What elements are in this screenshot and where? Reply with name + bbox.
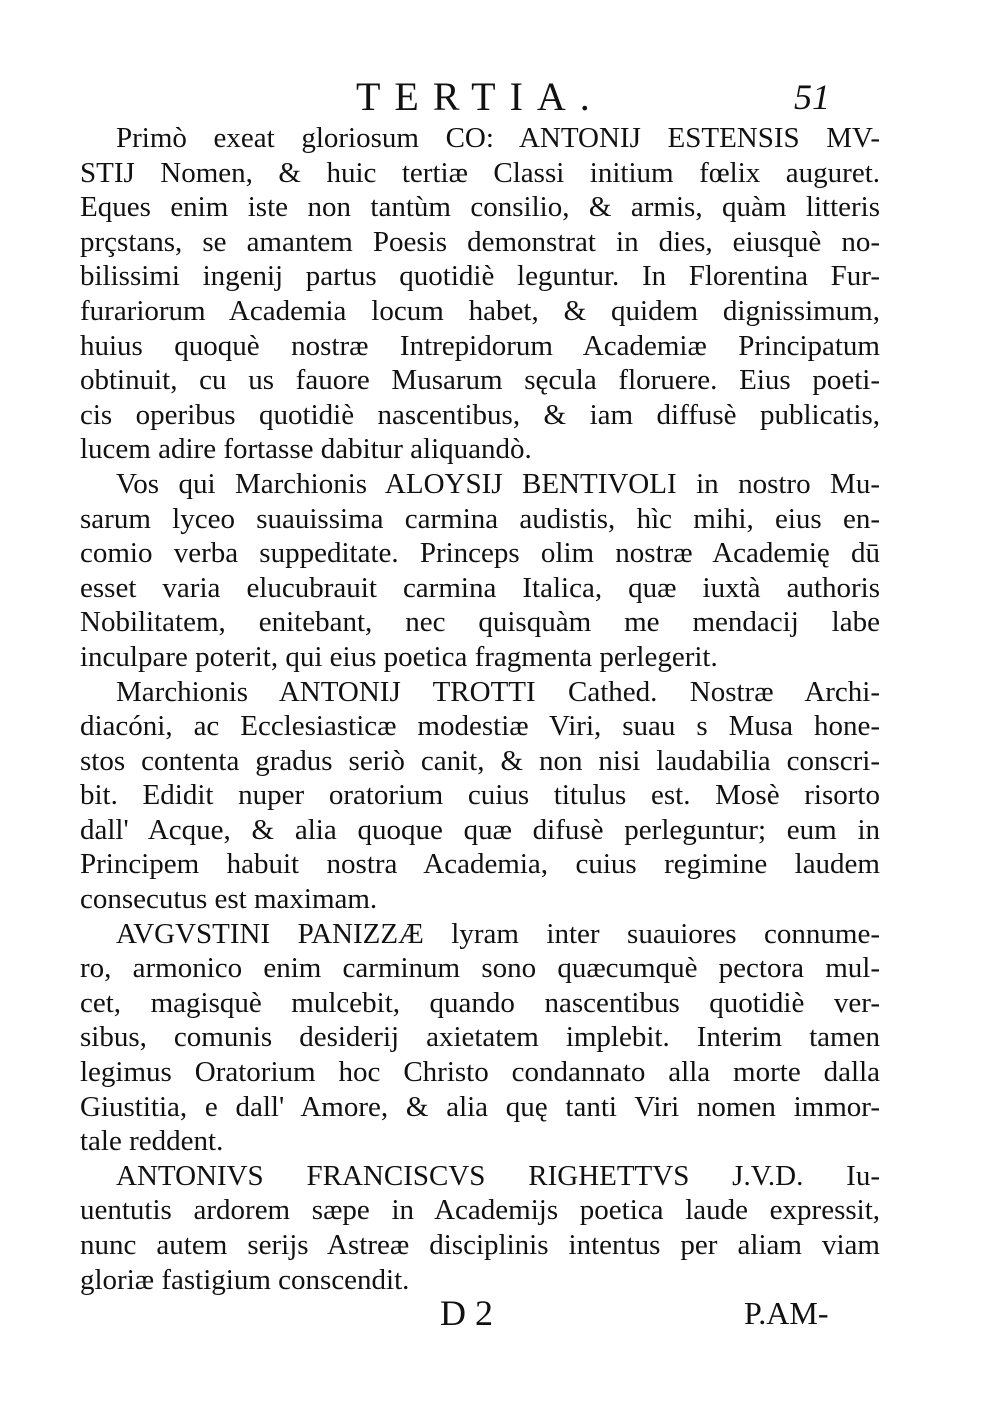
text-line: consecutus est maximam. [80,883,378,916]
text-line: legimus Oratorium hoc Christo condannato alla morte dalla [80,1056,880,1089]
text-line: Marchionis ANTONIJ TROTTI Cathed. Nostræ Archi- [116,675,880,708]
text-line: Vos qui Marchionis ALOYSIJ BENTIVOLI in nostro Mu- [116,467,880,500]
text-line: ANTONIVS FRANCISCVS RIGHETTVS J.V.D. Iu- [116,1159,880,1192]
text-line: Giustitia, e dall' Amore, & alia quę tanti Viri nomen immor- [80,1090,880,1123]
text-line: uentutis ardorem sæpe in Academijs poetica laude expressit, [80,1194,880,1227]
signature-mark: D 2 [440,1293,493,1333]
text-line: AVGVSTINI PANIZZÆ lyram inter suauiores connume- [116,917,880,950]
text-line: obtinuit, cu us fauore Musarum sęcula floruere. Eius poeti- [80,364,880,397]
page-number: 51 [794,77,830,117]
text-line: sibus, comunis desiderij axietatem implebit. Interim tamen [80,1021,880,1054]
text-line: stos contenta gradus seriò canit, & non nisi laudabilia conscri- [80,744,880,777]
text-line: huius quoquè nostræ Intrepidorum Academiæ Principatum [80,329,880,362]
text-line: lucem adire fortasse dabitur aliquandò. [80,433,532,466]
text-line: comio verba suppeditate. Princeps olim nostræ Academię dū [80,537,880,570]
page-header [0,74,1000,120]
text-line: esset varia elucubrauit carmina Italica, quæ iuxtà authoris [80,571,880,604]
text-line: ro, armonico enim carminum sono quæcumquè pectora mul- [80,952,880,985]
text-line: cis operibus quotidiè nascentibus, & iam diffusè publicatis, [80,398,880,431]
text-line: gloriæ fastigium conscendit. [80,1263,410,1296]
text-line: prçstans, se amantem Poesis demonstrat in dies, eiusquè no- [80,225,880,258]
text-line: dall' Acque, & alia quoque quæ difusè perleguntur; eum in [80,813,880,846]
text-line: Primò exeat gloriosum CO: ANTONIJ ESTENSIS MV- [116,122,880,154]
text-line: cet, magisquè mulcebit, quando nascentibus quotidiè ver- [80,986,880,1019]
body-text [80,121,880,1297]
catchword: P.AM- [744,1295,829,1331]
text-line: sarum lyceo suauissima carmina audistis, hìc mihi, eius en- [80,502,880,535]
text-line: bit. Edidit nuper oratorium cuius titulus est. Mosè risorto [80,779,880,812]
text-line: tale reddent. [80,1125,224,1158]
text-line: Eques enim iste non tantùm consilio, & armis, quàm litteris [80,191,880,224]
text-line: nunc autem serijs Astreæ disciplinis intentus per aliam viam [80,1229,880,1261]
running-title: TERTIA. [356,74,604,119]
page-footer [0,1288,1000,1338]
text-line: inculpare poterit, qui eius poetica fragmenta perlegerit. [80,640,718,673]
text-line: diacóni, ac Ecclesiasticæ modestiæ Viri, suau s Musa hone- [80,710,880,743]
text-line: Principem habuit nostra Academia, cuius regimine laudem [80,848,880,881]
text-line: furariorum Academia locum habet, & quidem dignissimum, [80,294,880,327]
text-line: bilissimi ingenij partus quotidiè leguntur. In Florentina Fur- [80,260,880,293]
text-line: Nobilitatem, enitebant, nec quisquàm me mendacij labe [80,606,880,639]
text-line: STIJ Nomen, & huic tertiæ Classi initium fœlix auguret. [80,156,880,189]
